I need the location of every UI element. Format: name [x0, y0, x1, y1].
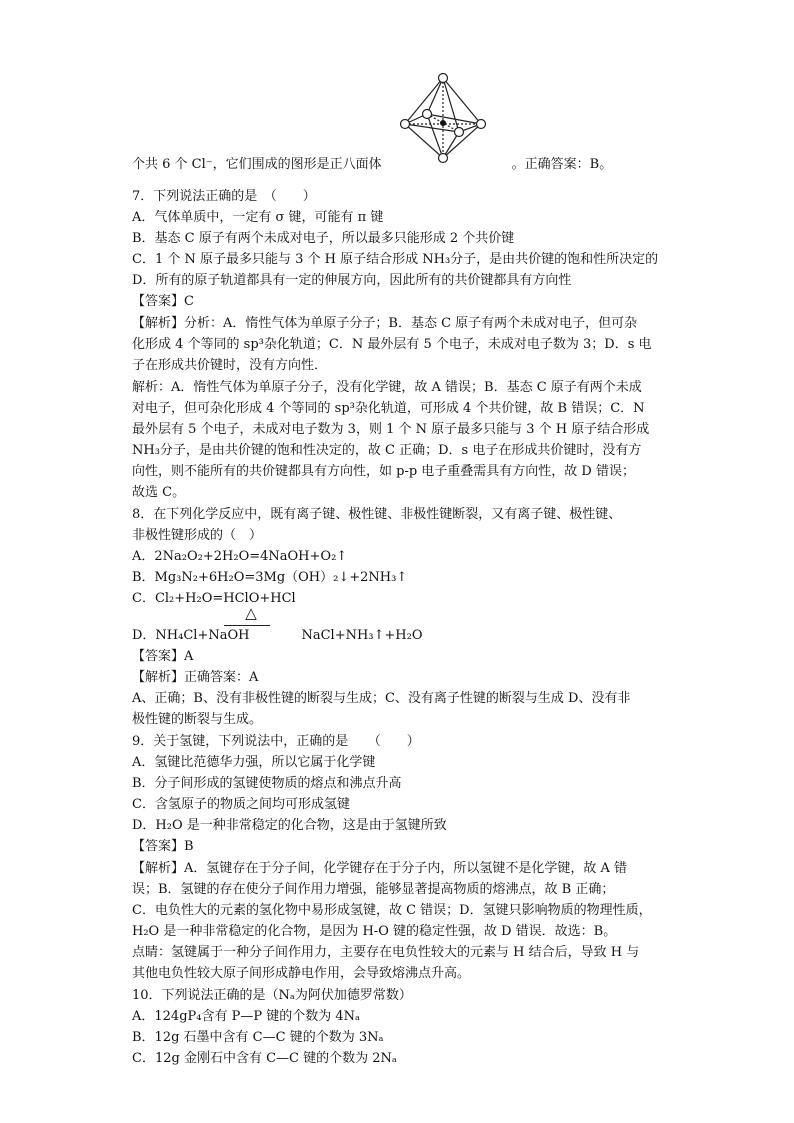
comment-line: 其他电负性较大原子间形成静电作用，会导致熔沸点升高。 — [132, 966, 471, 981]
option-a: A．气体单质中，一定有 σ 键，可能有 π 键 — [132, 210, 384, 225]
analysis-line: 【解析】分析：A．惰性气体为单原子分子；B．基态 C 原子有两个未成对电子，但可杂 — [132, 316, 638, 331]
answer-line: 【答案】A — [132, 649, 194, 664]
analysis-line: A、正确；B、没有非极性键的断裂与生成；C、没有离子性键的断裂与生成 D、没有非 — [132, 691, 631, 706]
comment-line: 点睛：氢键属于一种分子间作用力，主要存在电负性较大的元素与 H 结合后，导致 H 与 — [132, 945, 640, 960]
option-b: B．Mg₃N₂+6H₂O=3Mg（OH）₂↓+2NH₃↑ — [132, 570, 408, 585]
option-c: C．Cl₂+H₂O=HClO+HCl — [132, 591, 296, 606]
option-a: A．2Na₂O₂+2H₂O=4NaOH+O₂↑ — [132, 549, 348, 564]
option-a: A．124gP₄含有 P—P 键的个数为 4Nₐ — [132, 1009, 361, 1024]
analysis-line: C．电负性大的元素的氢化物中易形成氢键，故 C 错误；D．氢键只影响物质的物理性质， — [132, 903, 652, 918]
analysis-line: 化形成 4 个等同的 sp³杂化轨道；C．N 最外层有 5 个电子，未成对电子数为 3；D．s 电 — [132, 337, 652, 352]
analysis-line: 误；B．氢键的存在使分子间作用力增强，能够显著提高物质的熔沸点，故 B 正确； — [132, 882, 615, 897]
option-d: D．H₂O 是一种非常稳定的化合物，这是由于氢键所致 — [132, 818, 447, 833]
option-b: B．基态 C 原子有两个未成对电子，所以最多只能形成 2 个共价键 — [132, 231, 515, 246]
question-8-title: 8．在下列化学反应中，既有离子键、极性键、非极性键断裂，又有离子键、极性键、 — [132, 507, 622, 522]
explanation-line: 向性，则不能所有的共价键都具有方向性，如 p-p 电子重叠需具有方向性，故 D 错误； — [132, 464, 635, 479]
explanation-line: 故选 C。 — [132, 485, 186, 500]
explanation-line: 对电子，但可杂化形成 4 个等同的 sp³杂化轨道，可形成 4 个共价键，故 B 错误；C．N — [132, 401, 645, 416]
analysis-line: H₂O 是一种非常稳定的化合物，是因为 H-O 键的稳定性强，故 D 错误．故选：B。 — [132, 924, 617, 939]
explanation-line: NH₃分子，是由共价键的饱和性决定的，故 C 正确；D．s 电子在形成共价键时，没有方 — [132, 443, 642, 458]
analysis-line: 极性键的断裂与生成。 — [132, 712, 263, 727]
analysis-line: 子在形成共价键时，没有方向性． — [132, 358, 328, 373]
option-b: B．分子间形成的氢键使物质的熔点和沸点升高 — [132, 776, 402, 791]
question-10-title: 10．下列说法正确的是（Nₐ为阿伏加德罗常数） — [132, 988, 412, 1003]
explanation-line: 解析：A．惰性气体为单原子分子，没有化学键，故 A 错误；B．基态 C 原子有两个未成 — [132, 380, 642, 395]
question-9-title: 9．关于氢键，下列说法中，正确的是 （ ） — [132, 734, 420, 749]
explanation-line: 最外层有 5 个电子，未成对电子数为 3，则 1 个 N 原子最多只能与 3 个 H 原子结合形成 — [132, 422, 650, 437]
analysis-line: 【解析】A．氢键存在于分子间，化学键存在于分子内，所以氢键不是化学键，故 A 错 — [132, 861, 628, 876]
octahedron-figure — [393, 70, 493, 166]
option-c: C．含氢原子的物质之间均可形成氢键 — [132, 797, 350, 812]
option-c: C．1 个 N 原子最多只能与 3 个 H 原子结合形成 NH₃分子，是由共价键的饱和性所决定的 — [132, 252, 659, 267]
option-d: D．所有的原子轨道都具有一定的伸展方向，因此所有的共价键都具有方向性 — [132, 273, 572, 288]
analysis-line: 【解析】正确答案：A — [132, 670, 259, 685]
question-8-title-cont: 非极性键形成的（ ） — [132, 528, 263, 543]
option-d: D．NH₄Cl+NaOH NaCl+NH₃↑+H₂O — [132, 628, 423, 643]
answer-line: 【答案】B — [132, 839, 194, 854]
heating-triangle-symbol: △ — [245, 604, 257, 622]
answer-line: 【答案】C — [132, 294, 194, 309]
option-a: A．氢键比范德华力强，所以它属于化学键 — [132, 755, 376, 770]
option-b: B．12g 石墨中含有 C—C 键的个数为 3Nₐ — [132, 1030, 384, 1045]
option-c: C．12g 金刚石中含有 C—C 键的个数为 2Nₐ — [132, 1051, 397, 1066]
question-7-title: 7．下列说法正确的是 （ ） — [132, 189, 316, 204]
text-line: 个共 6 个 Cl⁻，它们围成的图形是正八面体 。正确答案：B。 — [132, 157, 613, 172]
